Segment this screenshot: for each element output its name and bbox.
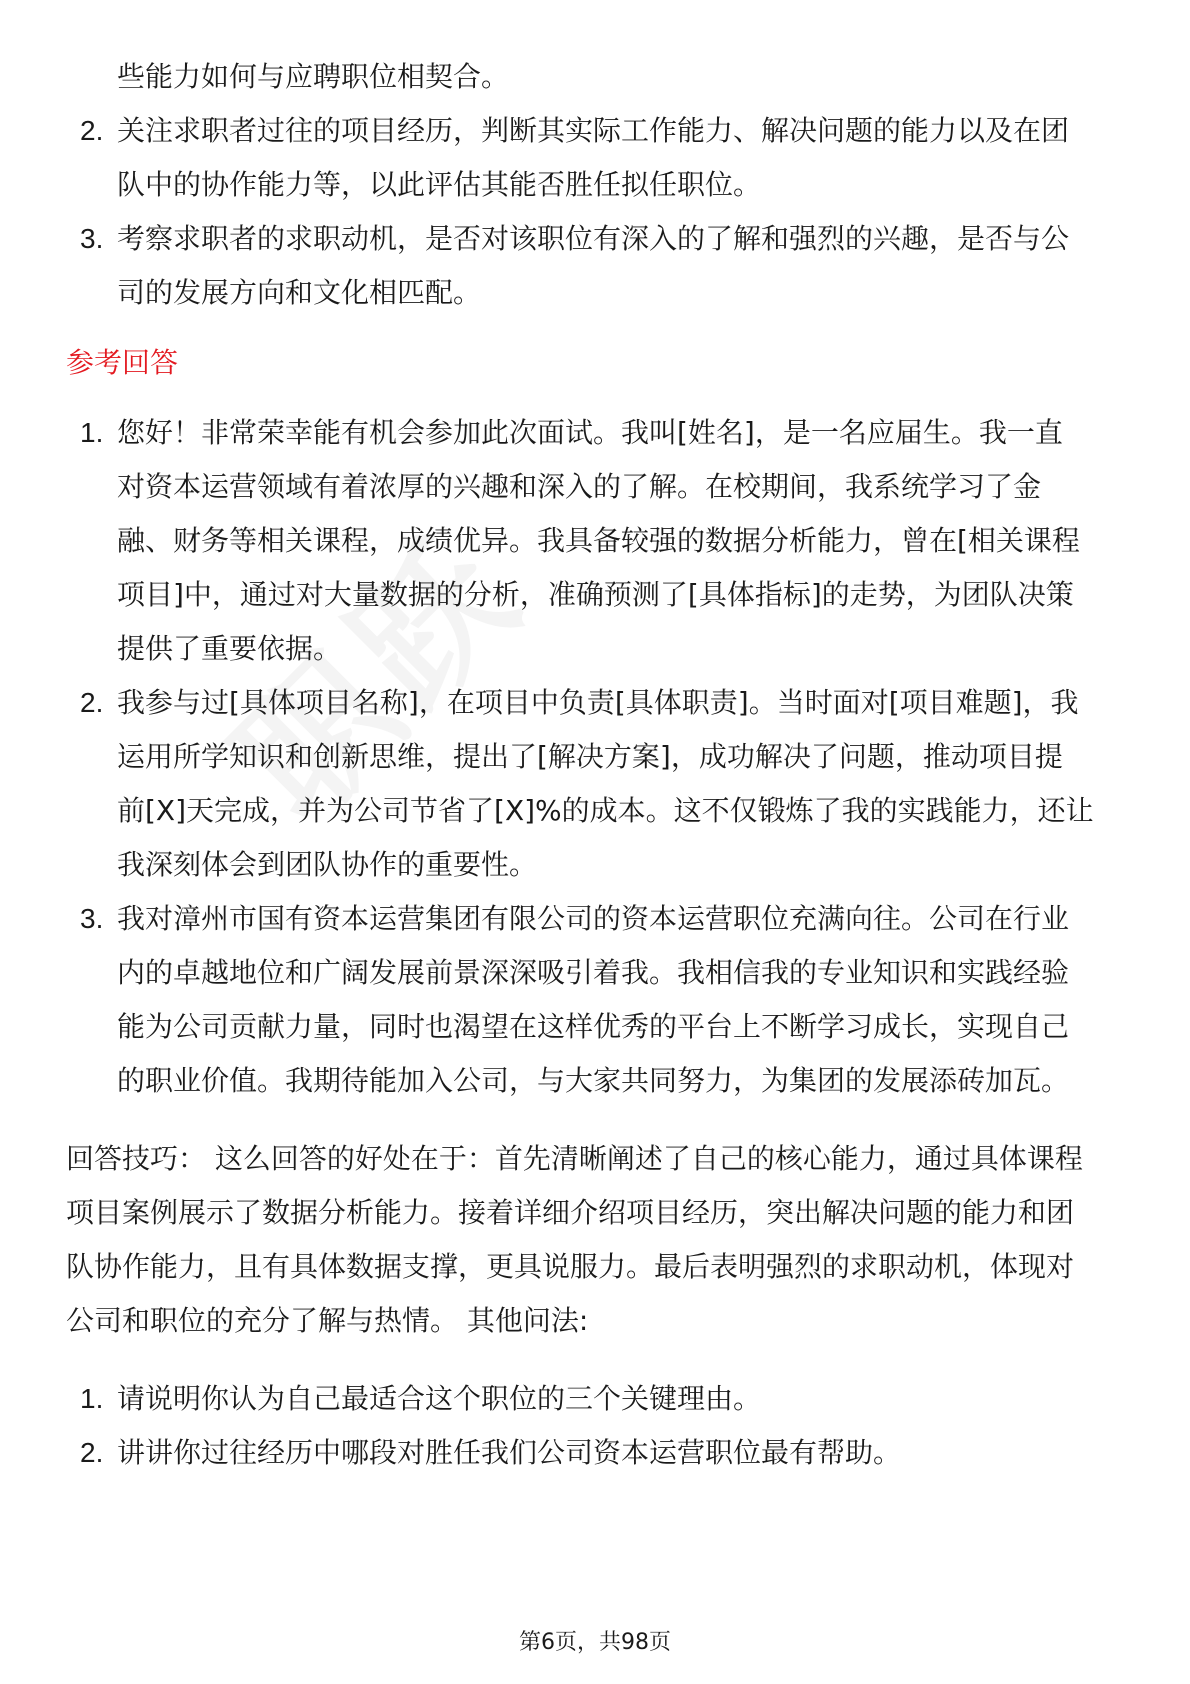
list-item-line: 考察求职者的求职动机，是否对该职位有深入的了解和强烈的兴趣，是否与公 — [117, 222, 1070, 255]
answer-line: 您好！非常荣幸能有机会参加此次面试。我叫[姓名]，是一名应届生。我一直 — [117, 416, 1063, 449]
answer-line: 对资本运营领域有着浓厚的兴趣和深入的了解。在校期间，我系统学习了金 — [117, 470, 1042, 503]
answer-line: 运用所学知识和创新思维，提出了[解决方案]，成功解决了问题，推动项目提 — [117, 740, 1063, 773]
list-item-continuation: 些能力如何与应聘职位相契合。 — [117, 60, 510, 93]
other-question: 讲讲你过往经历中哪段对胜任我们公司资本运营职位最有帮助。 — [117, 1436, 902, 1469]
list-item-line: 队中的协作能力等，以此评估其能否胜任拟任职位。 — [117, 168, 762, 201]
answer-line: 内的卓越地位和广阔发展前景深深吸引着我。我相信我的专业知识和实践经验 — [117, 956, 1070, 989]
answer-line: 我参与过[具体项目名称]，在项目中负责[具体职责]。当时面对[项目难题]，我 — [117, 686, 1079, 719]
list-number: 2. — [80, 115, 104, 146]
tips-line: 队协作能力，且有具体数据支撑，更具说服力。最后表明强烈的求职动机，体现对 — [66, 1250, 1075, 1283]
answer-line: 能为公司贡献力量，同时也渴望在这样优秀的平台上不断学习成长，实现自己 — [117, 1010, 1070, 1043]
list-item-line: 司的发展方向和文化相匹配。 — [117, 276, 482, 309]
answer-line: 的职业价值。我期待能加入公司，与大家共同努力，为集团的发展添砖加瓦。 — [117, 1064, 1070, 1097]
page-footer: 第6页，共98页 — [519, 1630, 671, 1655]
answer-line: 我深刻体会到团队协作的重要性。 — [117, 848, 538, 881]
list-number: 2. — [80, 1437, 104, 1468]
list-number: 2. — [80, 687, 104, 718]
list-number: 1. — [80, 417, 104, 448]
tips-line: 项目案例展示了数据分析能力。接着详细介绍项目经历，突出解决问题的能力和团 — [66, 1196, 1075, 1229]
answer-line: 前[X]天完成，并为公司节省了[X]%的成本。这不仅锻炼了我的实践能力，还让 — [117, 794, 1094, 827]
answer-line: 项目]中，通过对大量数据的分析，准确预测了[具体指标]的走势，为团队决策 — [117, 578, 1074, 611]
list-number: 3. — [80, 223, 104, 254]
answer-line: 提供了重要依据。 — [117, 632, 342, 665]
list-number: 1. — [80, 1383, 104, 1414]
tips-line: 回答技巧： 这么回答的好处在于：首先清晰阐述了自己的核心能力，通过具体课程 — [66, 1142, 1083, 1175]
list-item-line: 关注求职者过往的项目经历，判断其实际工作能力、解决问题的能力以及在团 — [117, 114, 1070, 147]
answer-line: 融、财务等相关课程，成绩优异。我具备较强的数据分析能力，曾在[相关课程 — [117, 524, 1080, 557]
other-question: 请说明你认为自己最适合这个职位的三个关键理由。 — [117, 1382, 762, 1415]
section-heading: 参考回答 — [66, 346, 179, 379]
answer-line: 我对漳州市国有资本运营集团有限公司的资本运营职位充满向往。公司在行业 — [117, 902, 1070, 935]
tips-line: 公司和职位的充分了解与热情。 其他问法: — [66, 1304, 589, 1337]
list-number: 3. — [80, 903, 104, 934]
